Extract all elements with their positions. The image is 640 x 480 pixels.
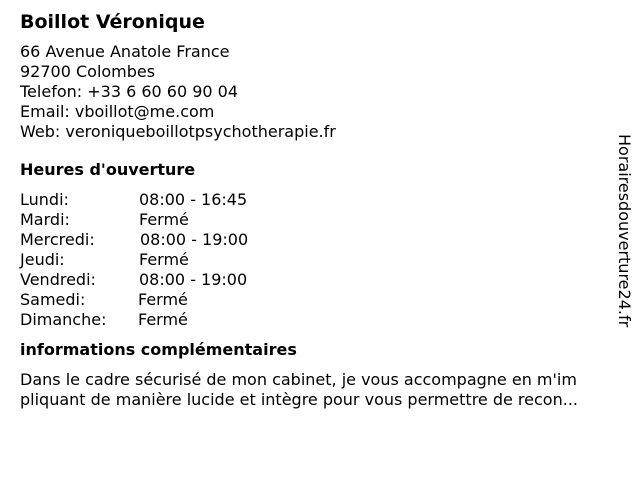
day-label: Vendredi:	[20, 270, 96, 289]
day-label: Dimanche:	[20, 310, 107, 329]
description-block	[20, 370, 610, 410]
time-value: 08:00 - 16:45	[139, 190, 248, 209]
contact-block	[20, 42, 610, 142]
business-card	[20, 10, 610, 410]
hours-row-wednesday	[20, 230, 610, 250]
hours-row-tuesday	[20, 210, 610, 230]
hours-row-thursday	[20, 250, 610, 270]
opening-hours-heading: Heures d'ouverture	[20, 160, 196, 179]
address-line-street: 66 Avenue Anatole France	[20, 42, 230, 61]
hours-row-monday	[20, 190, 610, 210]
website-text: Web: veroniqueboillotpsychotherapie.fr	[20, 122, 336, 141]
time-value: Fermé	[138, 310, 188, 329]
day-label: Mardi:	[20, 210, 70, 229]
hours-row-saturday	[20, 290, 610, 310]
phone-text: Telefon: +33 6 60 60 90 04	[20, 82, 239, 101]
day-label: Mercredi:	[20, 230, 95, 249]
additional-info-heading: informations complémentaires	[20, 340, 297, 359]
email-text: Email: vboillot@me.com	[20, 102, 215, 121]
address-line-city: 92700 Colombes	[20, 62, 156, 81]
day-label: Jeudi:	[20, 250, 65, 269]
time-value: Fermé	[139, 210, 189, 229]
description-line: pliquant de manière lucide et intègre pour vous permettre de recon...	[20, 390, 578, 409]
business-name: Boillot Véronique	[20, 11, 205, 33]
hours-row-sunday	[20, 310, 610, 330]
time-value: Fermé	[139, 250, 189, 269]
time-value: Fermé	[138, 290, 188, 309]
hours-row-friday	[20, 270, 610, 290]
day-label: Samedi:	[20, 290, 86, 309]
opening-hours-table	[20, 190, 610, 330]
site-watermark	[612, 134, 636, 344]
description-line: Dans le cadre sécurisé de mon cabinet, je vous accompagne en m'im	[20, 370, 577, 389]
watermark-text: Horairesdouverture24.fr	[615, 134, 634, 328]
time-value: 08:00 - 19:00	[139, 270, 248, 289]
day-label: Lundi:	[20, 190, 69, 209]
time-value: 08:00 - 19:00	[140, 230, 249, 249]
